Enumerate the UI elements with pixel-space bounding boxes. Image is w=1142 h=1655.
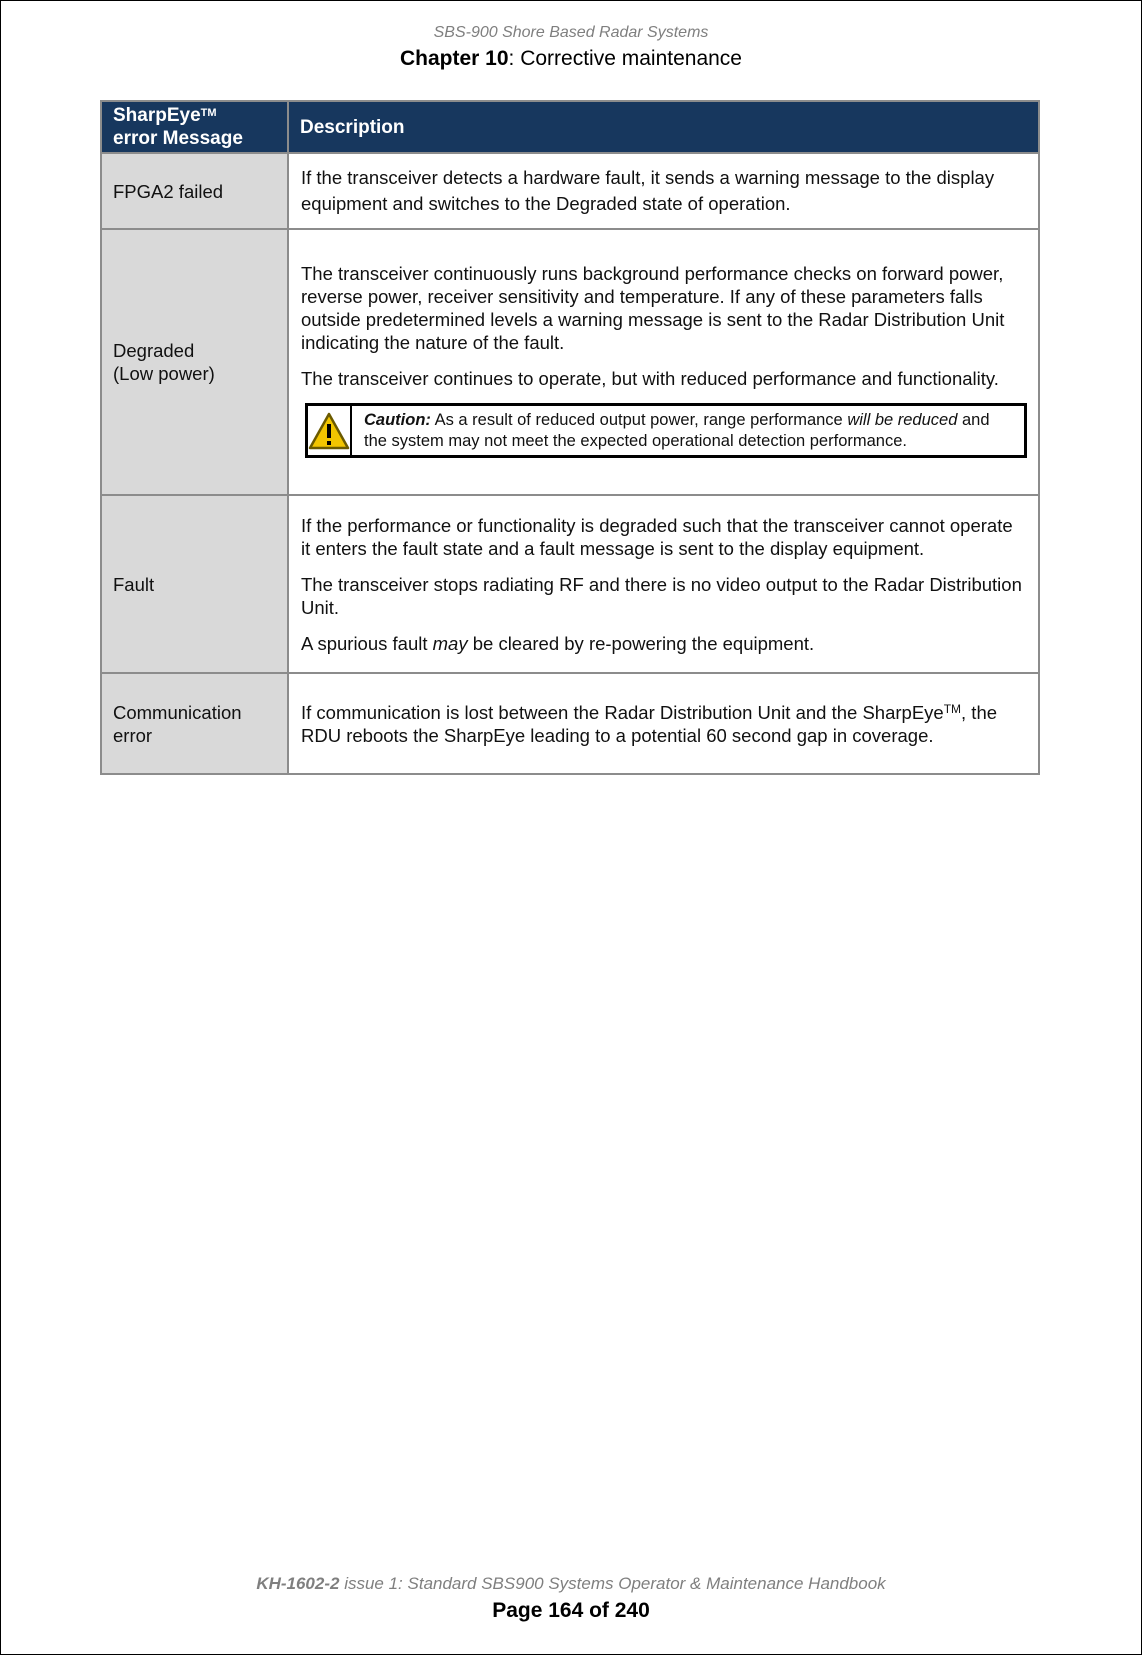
column-header-error-message: SharpEye™ error Message: [101, 101, 288, 153]
table-row: [101, 153, 1039, 229]
caution-text: Caution: As a result of reduced output power, range performance will be reduced and the system may not meet the expected operational detection performance.: [364, 411, 990, 450]
table-row: [101, 673, 1039, 774]
trademark-symbol: TM: [943, 701, 962, 716]
error-message-table: [100, 100, 1040, 775]
page-header: [0, 22, 1142, 74]
table-row: [101, 495, 1039, 673]
error-description: If the transceiver detects a hardware fault, it sends a warning message to the display equipment and switches to the Degraded state of operation.: [288, 153, 1039, 229]
error-description: The transceiver continuously runs background performance checks on forward power, reverse power, receiver sensitivity and temperature. If any of these parameters falls outside predetermined levels a warning message is sent to the Radar Distribution Unit indicating the nature of the fault. The transceiver continues to operate, but with reduced performance and functionality. Caution: As a result of reduced output power, range performance will be reduced and the system may not meet the expected operational detection performance.: [288, 229, 1039, 495]
error-description: If the performance or functionality is degraded such that the transceiver cannot operate it enters the fault state and a fault message is sent to the display equipment. The transceiver stops radiating RF and there is no video output to the Radar Distribution Unit. A spurious fault may be cleared by re-powering the equipment.: [288, 495, 1039, 673]
trademark-symbol: TM: [200, 107, 217, 119]
document-reference: KH-1602-2 issue 1: Standard SBS900 Systems Operator & Maintenance Handbook: [256, 1574, 886, 1593]
page-footer: [0, 1572, 1142, 1626]
error-name: Fault: [101, 495, 288, 673]
chapter-label: Chapter 10: [400, 47, 509, 70]
page-number: Page 164 of 240: [492, 1599, 650, 1622]
chapter-title: : Corrective maintenance: [508, 47, 742, 70]
table-header-row: [101, 101, 1039, 153]
caution-box: [305, 403, 1027, 458]
table-row: [101, 229, 1039, 495]
warning-triangle-icon: [308, 406, 352, 455]
column-header-description: Description: [288, 101, 1039, 153]
error-name: FPGA2 failed: [101, 153, 288, 229]
error-description: If communication is lost between the Radar Distribution Unit and the SharpEye™, the RDU reboots the SharpEye leading to a potential 60 second gap in coverage.: [288, 673, 1039, 774]
caution-label: Caution:: [364, 411, 431, 429]
error-name: Degraded (Low power): [101, 229, 288, 495]
error-name: Communication error: [101, 673, 288, 774]
document-title: SBS-900 Shore Based Radar Systems: [433, 24, 709, 41]
chapter-heading: [0, 44, 1142, 74]
